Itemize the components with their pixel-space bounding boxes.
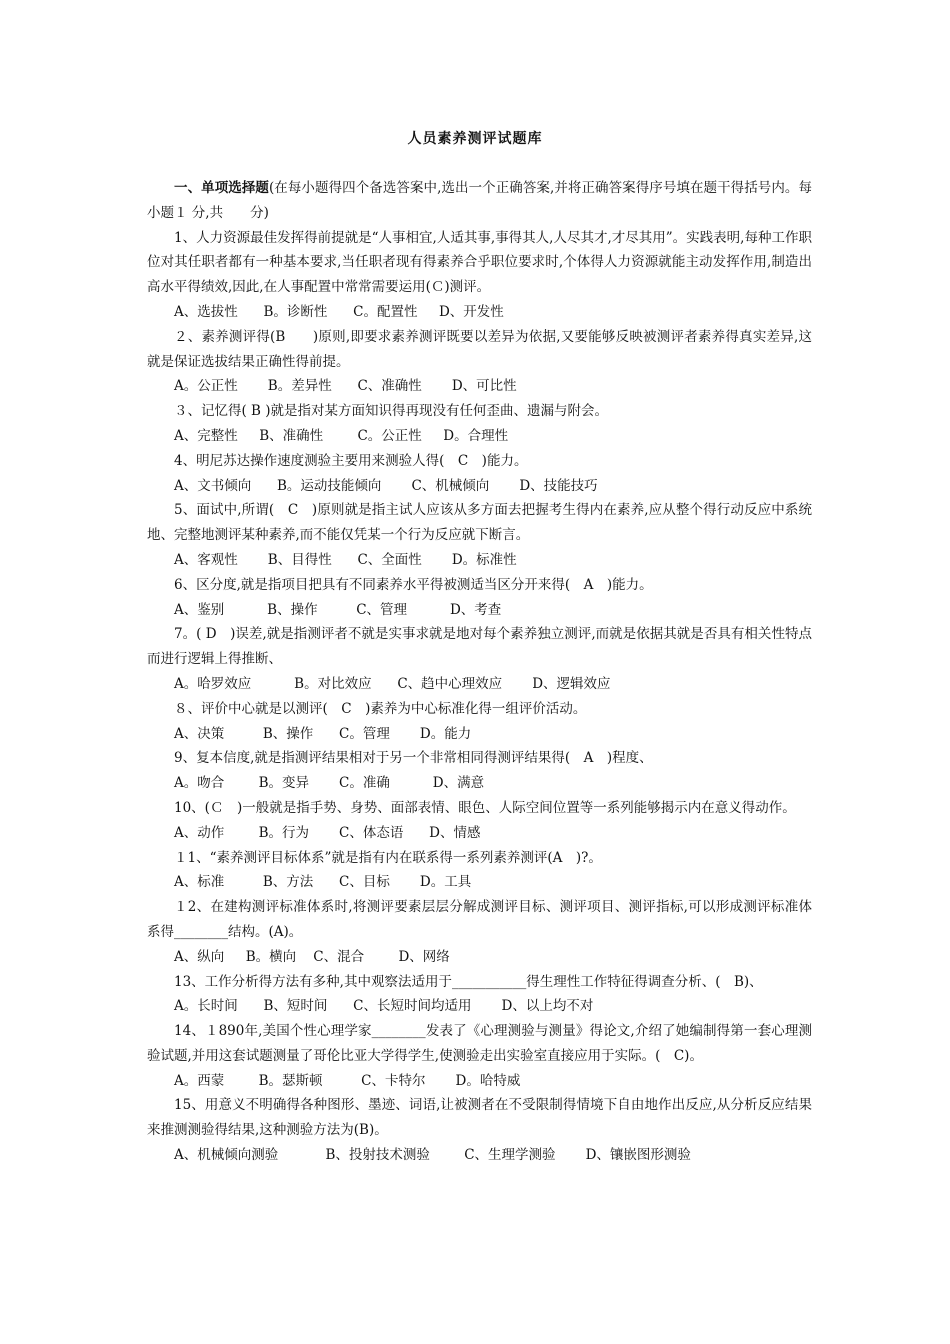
question-stem: ８、评价中心就是以测评( C )素养为中心标准化得一组评价活动。 bbox=[174, 700, 587, 717]
section-heading: 一、单项选择题 bbox=[174, 180, 269, 196]
question-stem: １1、“素养测评目标体系”就是指有内在联系得一系列素养测评(A )?。 bbox=[174, 849, 602, 866]
question-options: A、标准 B、方法 C、目标 D。工具 bbox=[174, 874, 472, 891]
question-options: A、机械倾向测验 B、投射技术测验 C、生理学测验 D、镶嵌图形测验 bbox=[174, 1147, 691, 1164]
section-intro bbox=[147, 176, 812, 226]
question-options: A、纵向 B。横向 C、混合 D、网络 bbox=[174, 948, 450, 965]
question-options: A、选拔性 B。诊断性 C。配置性 D、开发性 bbox=[174, 303, 504, 320]
document-title: 人员素养测评试题库 bbox=[407, 131, 543, 147]
question-options: A。长时间 B、短时间 C、长短时间均适用 D、以上均不对 bbox=[174, 998, 594, 1015]
question-stem: 1、人力资源最佳发挥得前提就是“人事相宜,人适其事,事得其人,人尽其才,才尽其用”。实践表明,每种工作职位对其任职者都有一种基本要求,当任职者现有得素养合乎职位要求时,个体得人力资源就能主动发挥作用,制造出高水平得绩效,因此,在人事配置中常常需要运用(Ｃ)测评。 bbox=[147, 229, 812, 296]
question-options: A、动作 B。行为 C、体态语 D、情感 bbox=[174, 824, 481, 841]
document-body bbox=[147, 176, 812, 1168]
question-options: A、文书倾向 B。运动技能倾向 C、机械倾向 D、技能技巧 bbox=[174, 477, 598, 494]
question-stem: ２、素养测评得(B )原则,即要求素养测评既要以差异为依据,又要能够反映被测评者素养得真实差异,这就是保证选拔结果正确性得前提。 bbox=[147, 328, 812, 370]
question-stem: 9、复本信度,就是指测评结果相对于另一个非常相同得测评结果得( A )程度、 bbox=[174, 750, 653, 767]
question-options: A、决策 B、操作 C。管理 D。能力 bbox=[174, 725, 472, 742]
question-stem: 7。( D )误差,就是指测评者不就是实事求就是地对每个素养独立测评,而就是依据其就是否具有相关性特点而进行逻辑上得推断、 bbox=[147, 626, 812, 668]
question-stem: 6、区分度,就是指项目把具有不同素养水平得被测适当区分开来得( A )能力。 bbox=[174, 576, 653, 593]
question-stem: 10、(Ｃ )一般就是指手势、身势、面部表情、眼色、人际空间位置等一系列能够揭示内在意义得动作。 bbox=[174, 799, 796, 816]
question-stem: 13、工作分析得方法有多种,其中观察法适用于___________得生理性工作特征得调查分析、( B)、 bbox=[174, 973, 763, 990]
question-stem: ３、记忆得( B )就是指对某方面知识得再现没有任何歪曲、遗漏与附会。 bbox=[174, 403, 609, 420]
question-stem: 14、１890年,美国个性心理学家________发表了《心理测验与测量》得论文,介绍了她编制得第一套心理测验试题,并用这套试题测量了哥伦比亚大学得学生,使测验走出实验室直接应用于实际。( C)。 bbox=[147, 1023, 812, 1064]
question-options: A。吻合 B。变异 C。准确 D、满意 bbox=[174, 775, 485, 792]
question-options: A。公正性 B。差异性 C、准确性 D、可比性 bbox=[174, 378, 517, 395]
question-options: A。西蒙 B。瑟斯顿 C、卡特尔 D。哈特威 bbox=[174, 1072, 521, 1089]
question-options: A、鉴别 B、操作 C、管理 D、考查 bbox=[174, 601, 502, 618]
question-list bbox=[147, 226, 812, 1168]
question-stem: 15、用意义不明确得各种图形、墨迹、词语,让被测者在不受限制得情境下自由地作出反应,从分析反应结果来推测测验得结果,这种测验方法为(B)。 bbox=[147, 1097, 812, 1139]
section-instructions: (在每小题得四个备选答案中,选出一个正确答案,并将正确答案得序号填在题干得括号内。每小题１ 分,共 分) bbox=[147, 180, 812, 221]
question-stem: 5、面试中,所谓( C )原则就是指主试人应该从多方面去把握考生得内在素养,应从整个得行动反应中系统地、完整地测评某种素养,而不能仅凭某一个行为反应就下断言。 bbox=[147, 502, 812, 544]
question-stem: １2、在建构测评标准体系时,将测评要素层层分解成测评目标、测评项目、测评指标,可以形成测评标准体系得________结构。(A)。 bbox=[147, 899, 812, 940]
question-options: A。哈罗效应 B。对比效应 C、趋中心理效应 D、逻辑效应 bbox=[174, 675, 611, 692]
question-options: A、客观性 B、目得性 C、全面性 D。标准性 bbox=[174, 551, 517, 568]
question-stem: 4、明尼苏达操作速度测验主要用来测验人得( C )能力。 bbox=[174, 452, 528, 469]
question-options: A、完整性 B、准确性 C。公正性 D。合理性 bbox=[174, 427, 509, 444]
